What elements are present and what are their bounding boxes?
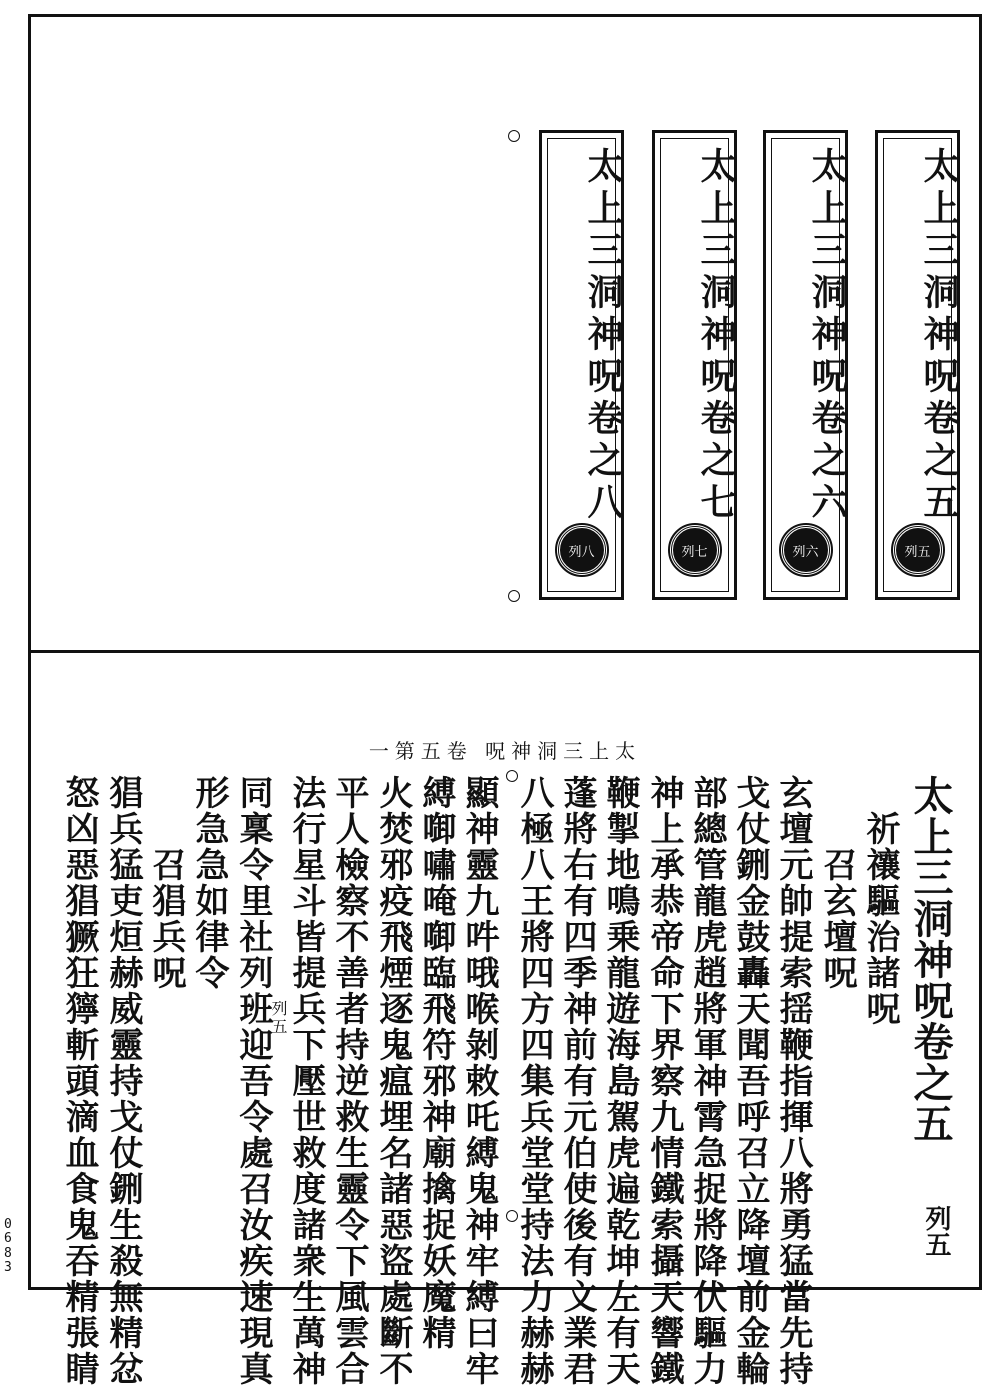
page-number: 0683 [4, 1217, 12, 1275]
text-column: 部總管龍虎趙將軍神霄急捉將降伏驅力 [687, 775, 727, 1387]
volume-seal: 列六 [781, 525, 831, 575]
volume-title: 太上三洞神呪卷之七 [695, 147, 737, 525]
text-column: 蓬將右有四季神前有元伯使後有文業君 [557, 775, 597, 1387]
volume-seal: 列五 [893, 525, 943, 575]
gutter-mark: 列五 [269, 1000, 288, 1036]
binding-hole-icon [508, 590, 520, 602]
text-column: 法行星斗皆提兵下壓世救度諸衆生萬神 [286, 775, 326, 1387]
volume-slip-6 [763, 130, 848, 600]
binding-hole-icon [506, 770, 518, 782]
text-column: 神上承恭帝命下界察九情鐵索攝天響鐵 [644, 775, 684, 1387]
text-column: 祈禳驅治諸呪 [860, 775, 900, 1027]
page-divider [28, 650, 982, 653]
binding-hole-icon [508, 130, 520, 142]
text-column: 召猖兵呪 [146, 775, 186, 991]
page-header: 太上三洞神呪 卷五第一 [368, 739, 642, 763]
volume-title: 太上三洞神呪卷之五 [918, 147, 960, 525]
text-column: 戈仗鉶金鼓轟天聞吾呼召立降壇前金輪 [730, 775, 770, 1387]
volume-slip-5 [875, 130, 960, 600]
text-column: 召玄壇呪 [817, 775, 857, 991]
volume-title: 太上三洞神呪卷之八 [582, 147, 624, 525]
text-column: 鞭掣地鳴乗龍遊海島駕虎遍乾坤左有天 [600, 775, 640, 1387]
text-column: 顯神靈九吽哦喉剝敕吒縛鬼神牢縛曰牢 [459, 775, 499, 1387]
shelf-mark: 列五 [921, 1205, 951, 1257]
text-column: 同稟令里社列班迎吾令處召汝疾速現真 [233, 775, 273, 1387]
volume-seal: 列七 [670, 525, 720, 575]
text-column: 平人檢察不善者持逆救生靈令下風雲合 [329, 775, 369, 1387]
binding-hole-icon [506, 1210, 518, 1222]
text-column: 猖兵猛吏烜赫威靈持戈仗鉶生殺無精忿 [103, 775, 143, 1387]
volume-title: 太上三洞神呪卷之六 [806, 147, 848, 525]
text-column: 太上三洞神呪卷之五 [907, 775, 954, 1144]
volume-slip-7 [652, 130, 737, 600]
text-column: 形急急如律令 [189, 775, 229, 991]
text-column: 火焚邪疫飛煙逐鬼瘟埋名諸惡盜處斷不 [373, 775, 413, 1387]
text-column: 玄壇元帥提索揺鞭指揮八將勇猛當先持 [773, 775, 813, 1387]
text-column: 怒凶惡猖獗狂獰斬頭滴血食鬼吞精張睛 [59, 775, 99, 1387]
text-column: 八極八王將四方四集兵堂堂持法力赫赫 [514, 775, 554, 1387]
volume-seal: 列八 [557, 525, 607, 575]
text-column: 縛啣嘯唵啣臨飛符邪神廟擒捉妖魔精 [416, 775, 456, 1351]
volume-slip-8 [539, 130, 624, 600]
